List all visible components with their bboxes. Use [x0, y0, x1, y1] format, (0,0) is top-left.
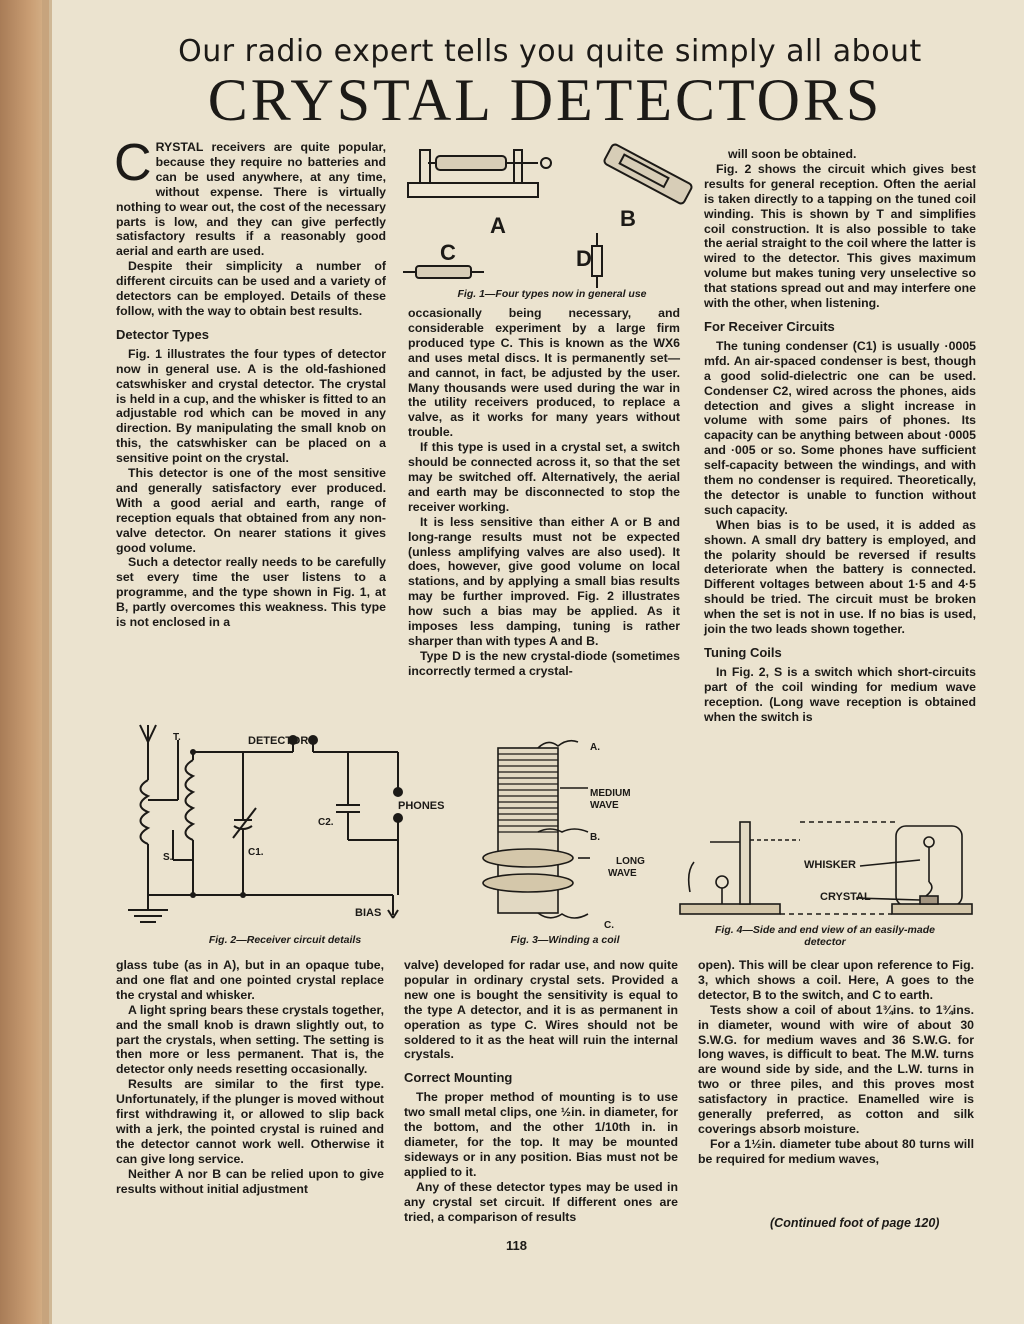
fig2-label-c1: C1.: [248, 847, 264, 858]
paragraph: The tuning condenser (C1) is usually ·0005 mfd. An air-spaced condenser is best, though a good solid-dielectric one can be used. Condenser C2, wired across the phones, aids detection and gives a slight increase in volume with some pairs of phones. Its capacity can be anything between about ·0005 and ·005 or so. Some phones have sufficient self-capacity between the windings, and with them no condenser is required. Theoretically, the detector is unable to function without such capacity.: [704, 338, 976, 517]
figure-1-drawing: [398, 138, 698, 298]
column-2: [408, 306, 680, 679]
fig1-label-b: B: [620, 206, 636, 231]
page-number: 118: [506, 1238, 527, 1253]
fig3-label-medium: MEDIUM: [590, 788, 631, 799]
figure-3-coil: [478, 728, 678, 938]
paragraph: open). This will be clear upon reference to Fig. 3, which shows a coil. Here, A goes to the detector, B to the switch, and C to earth.: [698, 958, 974, 1002]
fig3-label-a: A.: [590, 742, 600, 753]
paragraph: For a 1½in. diameter tube about 80 turns will be required for medium waves,: [698, 1136, 974, 1166]
paragraph: occasionally being necessary, and considerable experiment by a large firm produced type C. This is known as the WX6 and uses metal discs. It is permanently set—and cannot, in fact, be adjusted by the user. Many thousands were used during the war in the utility receivers produced, to replace a valve, as it works for many years without trouble.: [408, 306, 680, 440]
paragraph: A light spring bears these crystals together, and the small knob is drawn slightly out, to part the crystals, when setting. The setting is then more or less permanent. That is, the detector only needs resetting occasionally.: [116, 1002, 384, 1077]
figure-1-caption: Fig. 1—Four types now in general use: [457, 288, 647, 300]
fig4-label-crystal: CRYSTAL: [820, 891, 871, 903]
paragraph: Type D is the new crystal-diode (sometimes incorrectly termed a crystal-: [408, 648, 680, 678]
continued-note: (Continued foot of page 120): [770, 1216, 940, 1230]
paragraph: Tests show a coil of about 1¾ins. to 1¾ins. in diameter, wound with wire of about 30 S.W.G. for medium waves and 36 S.W.G. for long waves, is difficult to beat. The M.W. turns are wound side by side, and the L.W. turns in two or three piles, and this proves most satisfactory in practice. Enamelled wire is generally preferred, as cotton and silk coverings absorb moisture.: [698, 1002, 974, 1136]
paragraph: valve) developed for radar use, and now quite popular in ordinary crystal sets. Provided a new one is bought the sensitivity is equal to the type A detector, and it is as permanent in operation as type C. Wires should not be soldered to it as the heat will ruin the internal crystals.: [404, 958, 678, 1062]
fig3-label-medium-wave: WAVE: [590, 800, 619, 811]
subheading-detector-types: Detector Types: [116, 326, 209, 342]
fig1-label-d: D: [576, 246, 592, 271]
fig2-label-c2: C2.: [318, 817, 334, 828]
figure-4-caption: [680, 924, 970, 948]
paragraph: Neither A nor B can be relied upon to give results without initial adjustment: [116, 1166, 384, 1196]
fig4-label-whisker: WHISKER: [804, 859, 856, 871]
paragraph: Any of these detector types may be used in any crystal set circuit. If different ones are tried, a comparison of results: [404, 1179, 678, 1224]
figure-4-detector: [680, 812, 972, 924]
column-1: [114, 134, 386, 630]
paragraph: In Fig. 2, S is a switch which short-circuits part of the coil winding for medium wave reception. (Long wave reception is obtained when the switch is: [704, 664, 976, 724]
fig1-label-c: C: [440, 240, 456, 265]
figure-4-caption-line-1: Fig. 4—Side and end view of an easily-made: [715, 924, 935, 936]
paragraph: The proper method of mounting is to use two small metal clips, one ½in. in diameter, for the bottom, and the other 1/10th in. in diameter, for the top. It may be mounted sideways or in any position. Bias must not be applied to it.: [404, 1090, 678, 1179]
article-title: CRYSTAL DETECTORS: [207, 67, 883, 133]
bottom-column-1: [116, 958, 384, 1197]
fig2-label-phones: PHONES: [398, 800, 445, 812]
figure-2-circuit: [118, 720, 445, 930]
subheading-tuning-coils: Tuning Coils: [704, 645, 782, 660]
paragraph: This detector is one of the most sensitive and generally satisfactory ever produced. With a good aerial and earth, range of reception equals that obtained from any non-valve detector. On nearer stations it gives good volume.: [116, 466, 386, 555]
figure-3-caption: Fig. 3—Winding a coil: [510, 934, 620, 946]
paragraph: Such a detector really needs to be carefully set every time the user listens to a programme, and the type shown in Fig. 1, at B, partly overcomes this weakness. This type is not enclosed in a: [116, 555, 386, 630]
fig3-label-b: B.: [590, 832, 600, 843]
figure-2-caption: Fig. 2—Receiver circuit details: [208, 934, 362, 946]
paragraph: Despite their simplicity a number of different circuits can be used and a variety of detectors can be employed. Details of these follow, with the way to obtain best results.: [116, 259, 386, 318]
paragraph: will soon be obtained.: [728, 147, 857, 161]
paragraph: Fig. 2 shows the circuit which gives best results for general reception. Often the aerial is taken directly to a tapping on the tuned coil winding. This is shown by T and simplifies coil construction. It is also possible to take the aerial straight to the coil where the latter is wired to the detector. This gives maximum volume but makes tuning very unselective so that stations spread out and may interfere one with the other, when listening.: [704, 161, 976, 311]
paragraph: Results are similar to the first type. Unfortunately, if the plunger is moved without first withdrawing it, or allowed to slip back with a jerk, the pointed crystal is ruined and the detector cannot work well. Otherwise it can give long service.: [116, 1077, 384, 1166]
fig2-label-detector: DETECTOR: [248, 735, 309, 747]
fig3-label-long-wave: WAVE: [608, 868, 637, 879]
paragraph: Fig. 1 illustrates the four types of detector now in general use. A is the old-fashioned catswhisker and crystal detector. The crystal is held in a cup, and the whisker is fitted to an adjustable rod which can be moved in any direction. By manipulating the small knob on this, the catswhisker can be placed on a sensitive point on the crystal.: [116, 346, 386, 466]
drop-cap: C: [114, 134, 152, 192]
column-3: [704, 147, 976, 725]
subheading-receiver-circuits: For Receiver Circuits: [704, 318, 835, 334]
paragraph: When bias is to be used, it is added as shown. A small dry battery is employed, and the polarity should be reversed if results deteriorate when the battery is connected. Different voltages between about 1·5 and 4·5 should be tried. The circuit must be broken when the set is not in use. If no bias is used, join the two leads shown together.: [704, 517, 976, 637]
page-edge: [0, 0, 52, 1324]
fig3-label-long: LONG: [616, 856, 645, 867]
paragraph: glass tube (as in A), but in an opaque tube, and one flat and one pointed crystal replace the crystal and whisker.: [116, 958, 384, 1002]
fig2-label-bias: BIAS: [355, 907, 382, 919]
paragraph: If this type is used in a crystal set, a switch should be connected across it, so that the set may be switched off. Alternatively, the aerial and earth may be disconnected to stop the receiver working.: [408, 440, 680, 514]
intro-paragraph: RYSTAL receivers are quite popular, because they require no batteries and can be used anywhere, at any time, without expense. There is virtually nothing to wear out, the cost of the necessary parts is low, and they can give perfectly satisfactory results if a reasonably good aerial and earth are used.: [116, 140, 386, 259]
kicker-heading: Our radio expert tells you quite simply all about: [178, 34, 922, 69]
bottom-column-3: [698, 958, 974, 1167]
subheading-correct-mounting: Correct Mounting: [404, 1070, 513, 1086]
paragraph: It is less sensitive than either A or B and long-range results must not be expected (unless amplifying valves are also used). It does, however, give good volume on local stations, and by applying a small bias results may be further improved. Fig. 2 illustrates how such a bias may be applied. As it imposes less damping, tuning is rather sharper than with types A and B.: [408, 514, 680, 648]
bottom-column-2: [404, 958, 678, 1224]
fig3-label-c: C.: [604, 920, 614, 931]
fig1-label-a: A: [490, 213, 506, 238]
fig2-label-s: S.: [163, 852, 173, 863]
fig2-label-t: T.: [173, 732, 181, 743]
figure-4-caption-line-2: detector: [804, 936, 846, 948]
